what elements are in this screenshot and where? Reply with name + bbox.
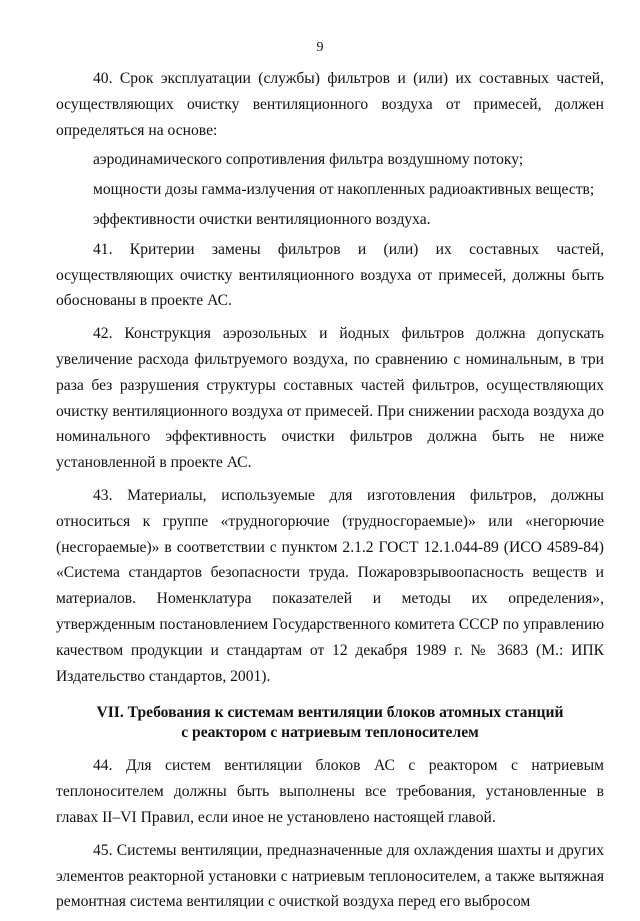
section-heading-line-2: с реактором с натриевым теплоносителем — [181, 724, 479, 742]
document-body — [56, 66, 604, 915]
paragraph-42: 42. Конструкция аэрозольных и йодных фильтров должна допускать увеличение расхода фильтруемого воздуха, по сравнению с номинальным, в три раза без разрушения структуры составных частей фильтров, осуществляющих очистку вентиляционного воздуха от примесей. При снижении расхода воздуха до номинального эффективность очистки фильтров должна быть не ниже установленной в проекте АС. — [56, 325, 604, 472]
paragraph-40-item-a: аэродинамического сопротивления фильтра воздушному потоку; — [93, 151, 524, 169]
paragraph-40-item-c: эффективности очистки вентиляционного воздуха. — [93, 210, 431, 228]
paragraph-40-item-b: мощности дозы гамма-излучения от накопленных радиоактивных веществ; — [93, 181, 595, 199]
paragraph-43: 43. Материалы, используемые для изготовления фильтров, должны относиться к группе «трудногорючие (трудносгораемые)» или «негорючие (несгораемые)» в соответствии с пунктом 2.1.2 ГОСТ 12.1.044-89 (ИСО 4589-84) «Система стандартов безопасности труда. Пожаровзрывоопасность веществ и материалов. Номенклатура показателей и методы их определения», утвержденным постановлением Государственного комитета СССР по управлению качеством продукции и стандартам от 12 декабря 1989 г. № 3683 (М.: ИПК Издательство стандартов, 2001). — [56, 486, 604, 685]
section-heading-line-1: VII. Требования к системам вентиляции блоков атомных станций — [96, 704, 564, 722]
section-heading — [56, 703, 604, 743]
paragraph-44: 44. Для систем вентиляции блоков АС с реактором с натриевым теплоносителем должны быть выполнены все требования, установленные в главах II–VI Правил, если иное не установлено настоящей главой. — [56, 757, 604, 826]
paragraph-40: 40. Срок эксплуатации (службы) фильтров и (или) их составных частей, осуществляющих очистку вентиляционного воздуха от примесей, должен определяться на основе: — [56, 70, 604, 139]
paragraph-41: 41. Критерии замены фильтров и (или) их составных частей, осуществляющих очистку вентиляционного воздуха от примесей, должны быть обоснованы в проекте АС. — [56, 240, 604, 310]
paragraph-45: 45. Системы вентиляции, предназначенные для охлаждения шахты и других элементов реакторной установки с натриевым теплоносителем, а также вытяжная ремонтная система вентиляции с очисткой воздуха перед его выбросом — [56, 841, 604, 911]
page-number: 9 — [316, 40, 324, 55]
